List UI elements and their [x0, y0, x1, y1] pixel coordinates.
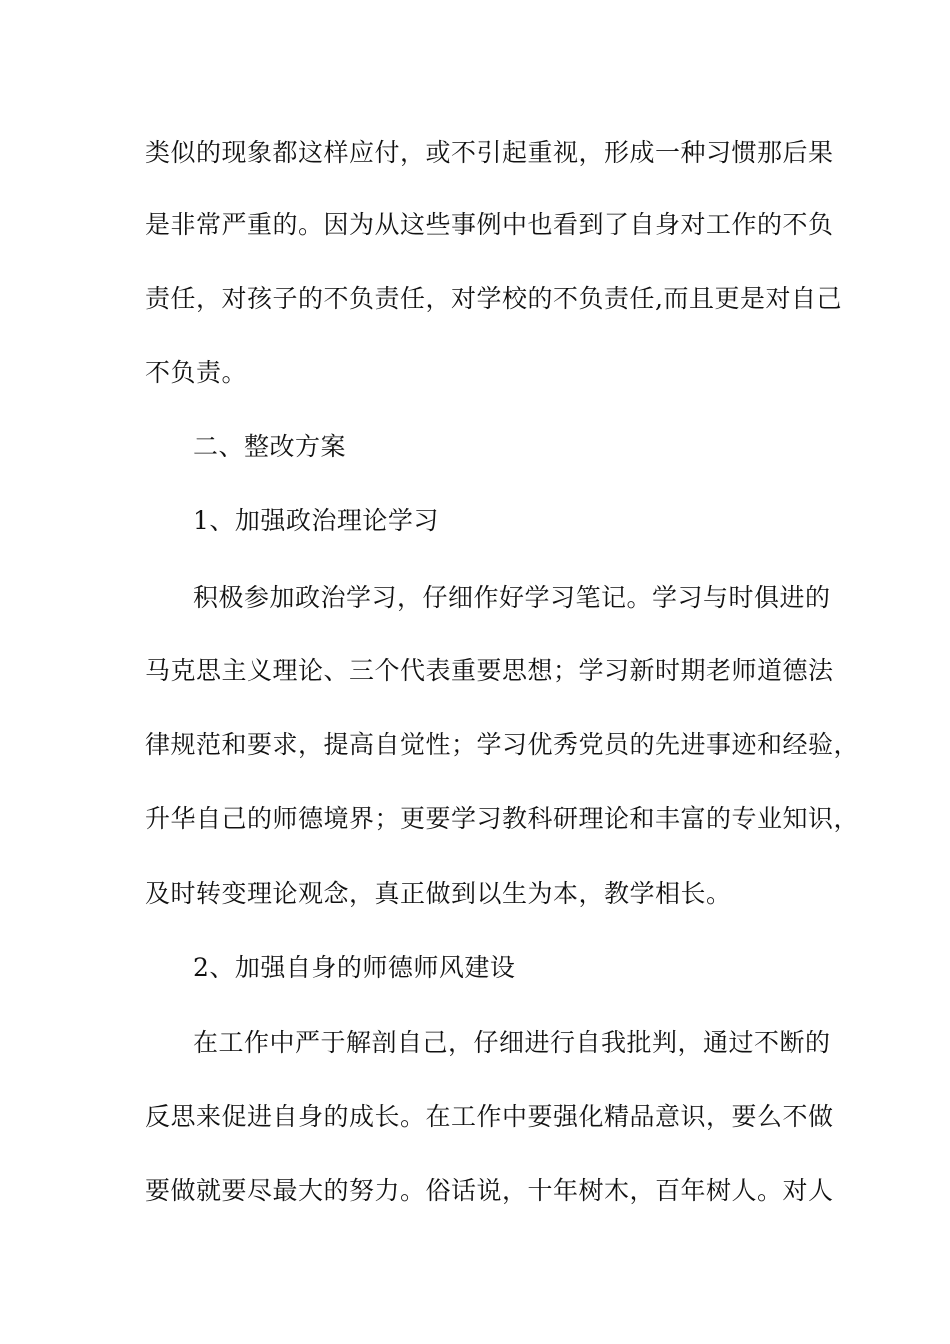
body-line: 责任，对孩子的不负责任，对学校的不负责任,而且更是对自己: [145, 284, 842, 313]
body-line: 类似的现象都这样应付，或不引起重视，形成一种习惯那后果: [145, 138, 834, 167]
subsection-heading: 2、加强自身的师德师风建设: [193, 953, 516, 982]
body-line: 反思来促进自身的成长。在工作中要强化精品意识，要么不做: [145, 1102, 834, 1131]
body-line: 及时转变理论观念，真正做到以生为本，教学相长。: [145, 879, 732, 908]
body-line: 马克思主义理论、三个代表重要思想；学习新时期老师道德法: [145, 656, 834, 685]
body-line: 是非常严重的。因为从这些事例中也看到了自身对工作的不负: [145, 210, 834, 239]
body-line: 要做就要尽最大的努力。俗话说，十年树木，百年树人。对人: [145, 1176, 834, 1205]
body-line: 升华自己的师德境界；更要学习教科研理论和丰富的专业知识，: [145, 804, 860, 833]
body-line: 在工作中严于解剖自己，仔细进行自我批判，通过不断的: [193, 1028, 831, 1057]
body-line: 律规范和要求，提高自觉性；学习优秀党员的先进事迹和经验，: [145, 730, 860, 759]
section-heading: 二、整改方案: [193, 432, 347, 461]
body-line: 积极参加政治学习，仔细作好学习笔记。学习与时俱进的: [193, 583, 831, 612]
body-line: 不负责。: [145, 358, 248, 387]
subsection-heading: 1、加强政治理论学习: [193, 506, 439, 535]
